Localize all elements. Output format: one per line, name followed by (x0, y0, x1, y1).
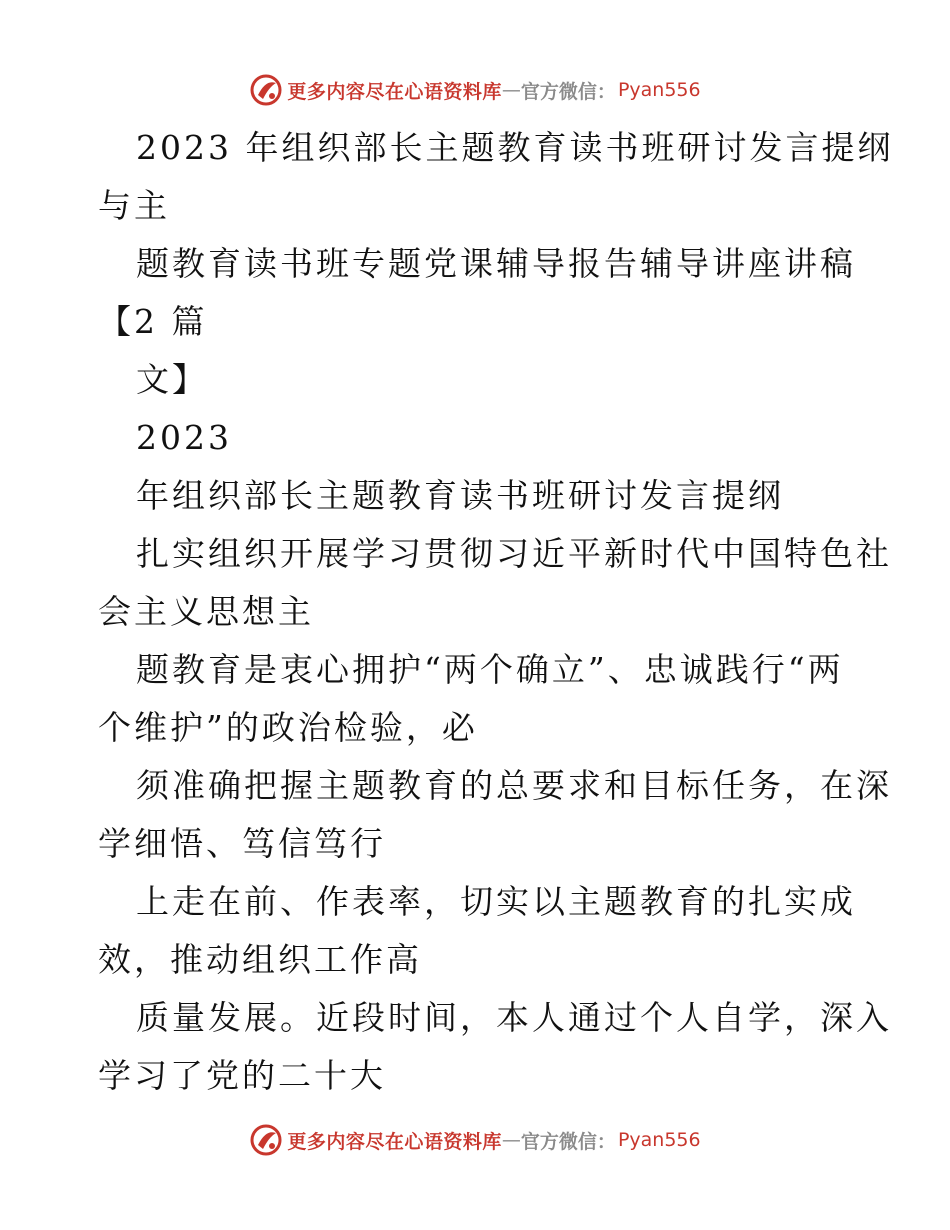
text-line: 题教育读书班专题党课辅导报告辅导讲座讲稿 (136, 244, 856, 283)
brand-text: 更多内容尽在心语资料库 (287, 80, 502, 103)
text-line: 学习了党的二十大 (98, 1056, 386, 1095)
header-watermark-banner (0, 70, 950, 110)
banner-separator: — (501, 79, 521, 101)
brand-text: 更多内容尽在心语资料库 (287, 1130, 502, 1153)
text-line: 扎实组织开展学习贯彻习近平新时代中国特色社 (136, 534, 892, 573)
text-line: 与主 (98, 186, 170, 225)
text-line: 2023 年组织部长主题教育读书班研讨发言提纲 (136, 128, 894, 167)
brand-logo-icon (249, 73, 283, 107)
official-wechat-label: 官方微信： (520, 1130, 616, 1153)
text-line: 【2 篇 (98, 302, 208, 341)
text-line: 效，推动组织工作高 (98, 940, 422, 979)
text-line: 质量发展。近段时间，本人通过个人自学，深入 (136, 998, 892, 1037)
text-line: 上走在前、作表率，切实以主题教育的扎实成 (136, 882, 856, 921)
text-line: 个维护”的政治检验，必 (98, 708, 478, 747)
text-line: 须准确把握主题教育的总要求和目标任务，在深 (136, 766, 892, 805)
wechat-id: Pyan556 (617, 79, 701, 101)
footer-watermark-banner (0, 1120, 950, 1160)
text-line: 2023 (136, 418, 232, 457)
text-line: 会主义思想主 (98, 592, 314, 631)
text-line: 题教育是衷心拥护“两个确立”、忠诚践行“两 (136, 650, 844, 689)
official-wechat-label: 官方微信： (520, 80, 616, 103)
text-line: 文】 (136, 360, 208, 399)
banner-separator: — (501, 1129, 521, 1151)
text-line: 年组织部长主题教育读书班研讨发言提纲 (136, 476, 784, 515)
text-line: 学细悟、笃信笃行 (98, 824, 386, 863)
brand-logo-icon (249, 1123, 283, 1157)
wechat-id: Pyan556 (617, 1129, 701, 1151)
